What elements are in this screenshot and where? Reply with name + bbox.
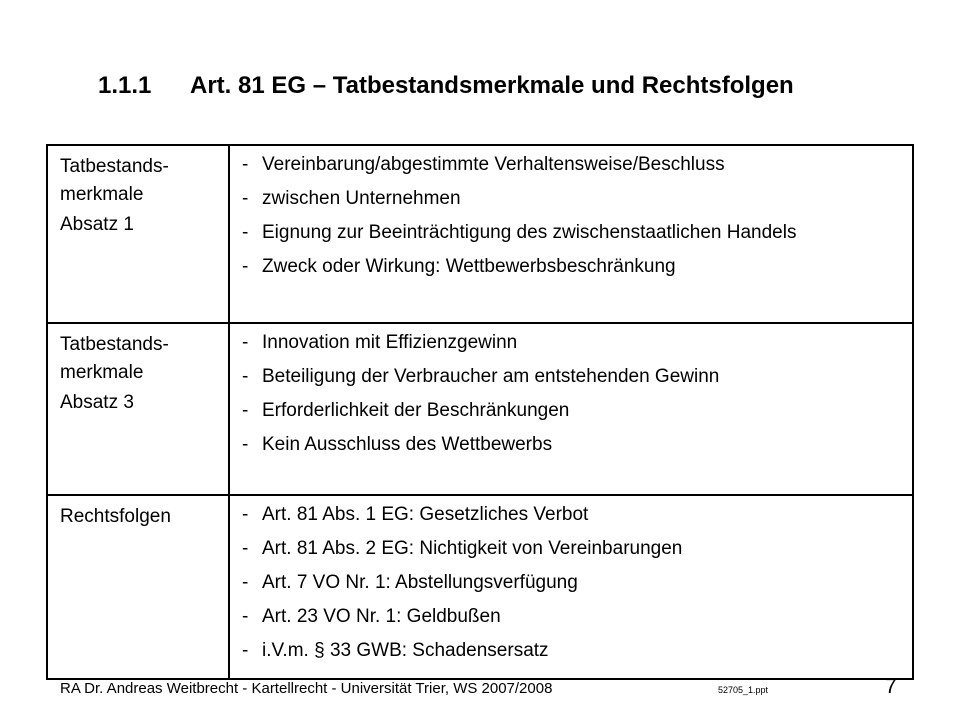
row-label-line: Rechtsfolgen [60, 506, 171, 527]
list-item [242, 256, 904, 278]
dash-bullet: - [242, 366, 249, 387]
list-item-text: Art. 81 Abs. 2 EG: Nichtigkeit von Vereinbarungen [262, 538, 683, 559]
list-item [242, 188, 904, 210]
list-item-text: Erforderlichkeit der Beschränkungen [262, 400, 570, 421]
row-label-cell [47, 323, 229, 495]
list-item-text: Vereinbarung/abgestimmte Verhaltensweise/Beschluss [262, 154, 725, 175]
dash-bullet: - [242, 154, 249, 175]
list-item-text: i.V.m. § 33 GWB: Schadensersatz [262, 640, 549, 661]
table-row-rechtsfolgen [47, 495, 913, 679]
list-item-text: Innovation mit Effizienzgewinn [262, 332, 518, 353]
dash-bullet: - [242, 504, 249, 525]
section-number: 1.1.1 [98, 72, 152, 99]
footer-file-name: 52705_1.ppt [718, 685, 769, 695]
list-item [242, 640, 904, 662]
list-item [242, 606, 904, 628]
dash-bullet: - [242, 640, 249, 661]
list-item [242, 538, 904, 560]
title-text: Art. 81 EG – Tatbestandsmerkmale und Rechtsfolgen [190, 72, 794, 99]
list-item [242, 332, 904, 354]
list-item [242, 400, 904, 422]
list-item [242, 504, 904, 526]
row-label-line: Absatz 1 [60, 214, 134, 235]
dash-bullet: - [242, 400, 249, 421]
row-label-line: merkmale [60, 184, 144, 205]
dash-bullet: - [242, 572, 249, 593]
list-item-text: Eignung zur Beeinträchtigung des zwischenstaatlichen Handels [262, 222, 797, 243]
list-item-text: zwischen Unternehmen [262, 188, 461, 209]
dash-bullet: - [242, 434, 249, 455]
dash-bullet: - [242, 256, 249, 277]
row-label-line: Tatbestands- [60, 156, 169, 177]
row-label-cell [47, 145, 229, 323]
list-item-text: Art. 23 VO Nr. 1: Geldbußen [262, 606, 501, 627]
page-number: 7 [885, 675, 897, 698]
footer-author-line: RA Dr. Andreas Weitbrecht - Kartellrecht - Universität Trier, WS 2007/2008 [60, 680, 553, 697]
row-label-cell [47, 495, 229, 679]
list-item-text: Kein Ausschluss des Wettbewerbs [262, 434, 553, 455]
row-items-cell [229, 145, 913, 323]
list-item-text: Art. 81 Abs. 1 EG: Gesetzliches Verbot [262, 504, 589, 525]
slide-title [98, 72, 794, 100]
list-item [242, 222, 904, 244]
row-label-line: Absatz 3 [60, 392, 134, 413]
row-items-cell [229, 495, 913, 679]
content-table [46, 144, 914, 680]
row-label-line: Tatbestands- [60, 334, 169, 355]
list-item [242, 154, 904, 176]
table-row-absatz-3 [47, 323, 913, 495]
table-row-absatz-1 [47, 145, 913, 323]
dash-bullet: - [242, 332, 249, 353]
dash-bullet: - [242, 606, 249, 627]
list-item-text: Art. 7 VO Nr. 1: Abstellungsverfügung [262, 572, 578, 593]
dash-bullet: - [242, 188, 249, 209]
dash-bullet: - [242, 538, 249, 559]
list-item [242, 572, 904, 594]
row-label-line: merkmale [60, 362, 144, 383]
row-items-cell [229, 323, 913, 495]
list-item-text: Beteiligung der Verbraucher am entstehenden Gewinn [262, 366, 720, 387]
dash-bullet: - [242, 222, 249, 243]
list-item-text: Zweck oder Wirkung: Wettbewerbsbeschränkung [262, 256, 676, 277]
list-item [242, 434, 904, 456]
list-item [242, 366, 904, 388]
